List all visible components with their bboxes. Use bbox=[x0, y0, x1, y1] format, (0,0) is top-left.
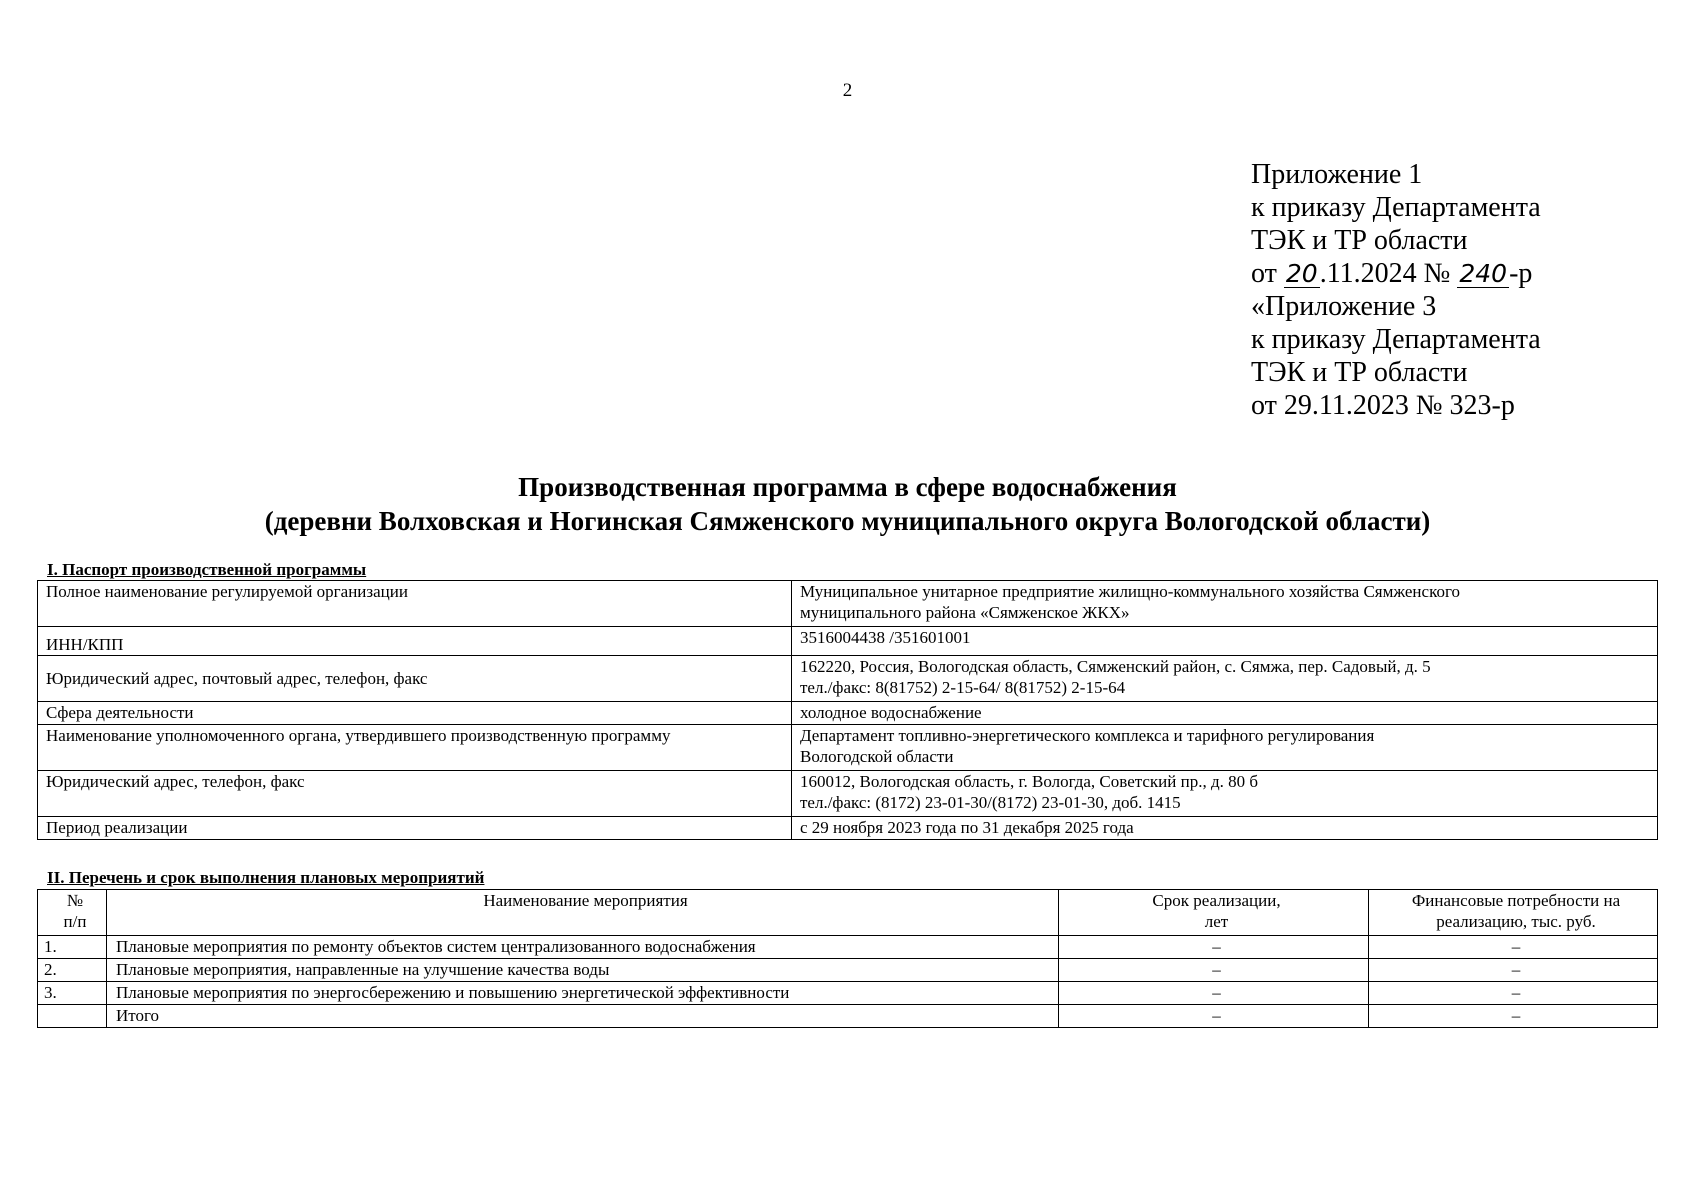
row-term: – bbox=[1059, 982, 1369, 1005]
row-number bbox=[38, 1005, 107, 1028]
row-name: Плановые мероприятия по энергосбережению и повышению энергетической эффективности bbox=[107, 982, 1059, 1005]
value-line: Муниципальное унитарное предприятие жилищно-коммунального хозяйства Сямженского bbox=[800, 582, 1461, 601]
row-value bbox=[792, 581, 1658, 627]
table-row bbox=[38, 936, 1658, 959]
header-line: п/п bbox=[63, 912, 87, 931]
row-label: ИНН/КПП bbox=[38, 627, 792, 656]
order-date: .11.2024 № bbox=[1319, 258, 1451, 289]
value-line: тел./факс: (8172) 23-01-30/(8172) 23-01-30, доб. 1415 bbox=[800, 793, 1181, 812]
row-label: Полное наименование регулируемой организации bbox=[38, 581, 792, 627]
header-name: Наименование мероприятия bbox=[107, 890, 1059, 936]
table-row bbox=[38, 982, 1658, 1005]
title-line: Производственная программа в сфере водоснабжения bbox=[518, 472, 1177, 502]
value-line: тел./факс: 8(81752) 2-15-64/ 8(81752) 2-15-64 bbox=[800, 678, 1126, 697]
section2-heading: II. Перечень и срок выполнения плановых мероприятий bbox=[47, 868, 485, 887]
title-subline: (деревни Волховская и Ногинская Сямженского муниципального округа Вологодской области) bbox=[264, 506, 1431, 536]
table-header-row bbox=[38, 890, 1658, 936]
table-row bbox=[38, 817, 1658, 840]
header-line: Срок реализации, bbox=[1152, 891, 1281, 910]
attachment-line: ТЭК и ТР области bbox=[1251, 225, 1468, 256]
row-name: Плановые мероприятия, направленные на улучшение качества воды bbox=[107, 959, 1059, 982]
row-value: холодное водоснабжение bbox=[792, 702, 1658, 725]
row-number: 1. bbox=[38, 936, 107, 959]
header-line: № bbox=[66, 891, 84, 910]
attachment-line: к приказу Департамента bbox=[1251, 324, 1541, 355]
table-row bbox=[38, 725, 1658, 771]
order-reference bbox=[1251, 257, 1541, 290]
attachment-block bbox=[1251, 158, 1541, 422]
row-name: Плановые мероприятия по ремонту объектов систем централизованного водоснабжения bbox=[107, 936, 1059, 959]
row-label: Наименование уполномоченного органа, утвердившего производственную программу bbox=[38, 725, 792, 771]
row-value bbox=[792, 725, 1658, 771]
attachment-line: от 29.11.2023 № 323-р bbox=[1251, 390, 1515, 421]
row-term: – bbox=[1059, 959, 1369, 982]
row-finance: – bbox=[1369, 982, 1658, 1005]
row-finance: – bbox=[1369, 936, 1658, 959]
order-prefix: от bbox=[1251, 258, 1277, 289]
attachment-line: к приказу Департамента bbox=[1251, 192, 1541, 223]
attachment-line: «Приложение 3 bbox=[1251, 291, 1437, 322]
attachment-line: Приложение 1 bbox=[1251, 159, 1423, 190]
page-number: 2 bbox=[842, 80, 853, 101]
table-row bbox=[38, 1005, 1658, 1028]
table-row bbox=[38, 656, 1658, 702]
row-term: – bbox=[1059, 1005, 1369, 1028]
table-row bbox=[38, 581, 1658, 627]
value-line: 162220, Россия, Вологодская область, Сямженский район, с. Сямжа, пер. Садовый, д. 5 bbox=[800, 657, 1431, 676]
row-number: 3. bbox=[38, 982, 107, 1005]
row-name: Итого bbox=[107, 1005, 1059, 1028]
header-finance bbox=[1369, 890, 1658, 936]
events-table bbox=[37, 889, 1658, 1028]
row-value bbox=[792, 771, 1658, 817]
value-line: 160012, Вологодская область, г. Вологда, Советский пр., д. 80 б bbox=[800, 772, 1259, 791]
attachment-line: ТЭК и ТР области bbox=[1251, 357, 1468, 388]
row-finance: – bbox=[1369, 959, 1658, 982]
row-label: Юридический адрес, телефон, факс bbox=[38, 771, 792, 817]
value-line: Вологодской области bbox=[800, 747, 954, 766]
row-term: – bbox=[1059, 936, 1369, 959]
row-number: 2. bbox=[38, 959, 107, 982]
row-label: Период реализации bbox=[38, 817, 792, 840]
header-num bbox=[38, 890, 107, 936]
passport-table bbox=[37, 580, 1658, 840]
table-row bbox=[38, 771, 1658, 817]
table-row bbox=[38, 959, 1658, 982]
table-row bbox=[38, 702, 1658, 725]
header-line: лет bbox=[1204, 912, 1229, 931]
table-row bbox=[38, 627, 1658, 656]
row-value: с 29 ноября 2023 года по 31 декабря 2025 года bbox=[792, 817, 1658, 840]
order-suffix: -р bbox=[1509, 258, 1533, 289]
header-line: Финансовые потребности на bbox=[1411, 891, 1621, 910]
document-title bbox=[0, 470, 1695, 538]
row-finance: – bbox=[1369, 1005, 1658, 1028]
handwritten-order-day: 20 bbox=[1285, 259, 1318, 288]
handwritten-order-number: 240 bbox=[1459, 259, 1508, 288]
row-label: Сфера деятельности bbox=[38, 702, 792, 725]
row-value bbox=[792, 656, 1658, 702]
section1-heading: I. Паспорт производственной программы bbox=[47, 560, 367, 579]
header-term bbox=[1059, 890, 1369, 936]
row-label: Юридический адрес, почтовый адрес, телефон, факс bbox=[38, 656, 792, 702]
value-line: Департамент топливно-энергетического комплекса и тарифного регулирования bbox=[800, 726, 1375, 745]
value-line: муниципального района «Сямженское ЖКХ» bbox=[800, 603, 1130, 622]
row-value: 3516004438 /351601001 bbox=[792, 627, 1658, 656]
header-line: реализацию, тыс. руб. bbox=[1436, 912, 1596, 931]
